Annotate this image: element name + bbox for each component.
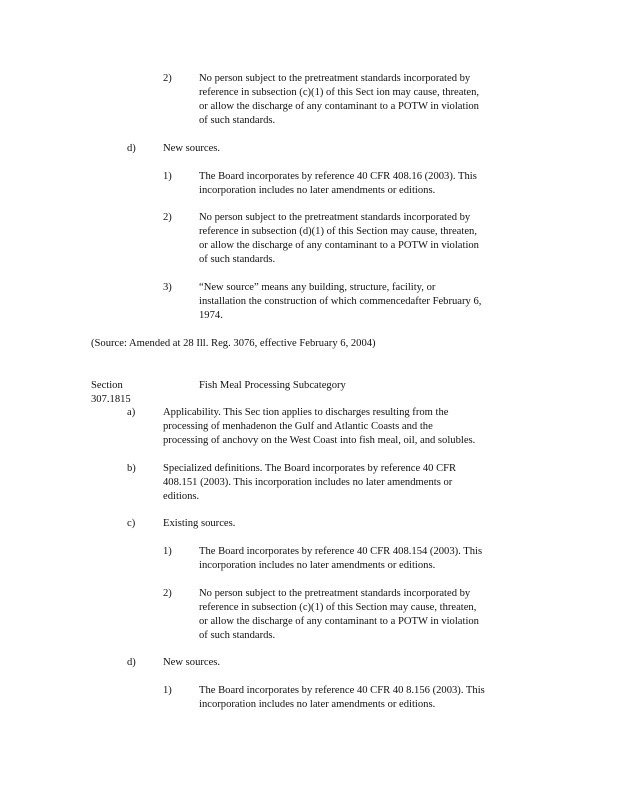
text-line: incorporation includes no later amendments or editions. xyxy=(199,699,436,710)
text-line: or allow the discharge of any contaminant to a POTW in violation xyxy=(199,240,479,251)
section-number: Section 307.1815 xyxy=(91,380,131,405)
item-number: c) xyxy=(127,518,136,529)
item-number: d) xyxy=(127,143,136,154)
text-line: 408.151 (2003). This incorporation includes no later amendments or xyxy=(163,477,453,488)
text-line: of such standards. xyxy=(199,630,276,641)
item-number: 2) xyxy=(163,73,172,84)
item-text xyxy=(163,406,515,448)
text-line: No person subject to the pretreatment standards incorporated by xyxy=(199,73,471,84)
text-line: The Board incorporates by reference 40 CFR 408.16 (2003). This xyxy=(199,171,477,182)
item-text xyxy=(163,462,496,504)
item-text xyxy=(199,211,512,267)
item-number: b) xyxy=(127,463,136,474)
text-line: New sources. xyxy=(163,657,221,668)
item-text xyxy=(91,337,421,351)
item-text xyxy=(199,170,519,198)
item-text xyxy=(163,142,503,156)
item-number: 1) xyxy=(163,171,172,182)
item-number: 2) xyxy=(163,588,172,599)
text-line: or allow the discharge of any contaminant to a POTW in violation xyxy=(199,101,479,112)
text-line: incorporation includes no later amendments or editions. xyxy=(199,185,436,196)
item-text xyxy=(199,684,521,712)
text-line: No person subject to the pretreatment standards incorporated by xyxy=(199,212,471,223)
item-text xyxy=(163,656,503,670)
text-line: Fish Meal Processing Subcategory xyxy=(199,380,346,391)
text-line: incorporation includes no later amendments or editions. xyxy=(199,560,436,571)
text-line: editions. xyxy=(163,491,200,502)
text-line: The Board incorporates by reference 40 CFR 408.154 (2003). This xyxy=(199,546,483,557)
text-line: Specialized definitions. The Board incorporates by reference 40 CFR xyxy=(163,463,457,474)
text-line: Applicability. This Sec tion applies to discharges resulting from the xyxy=(163,407,449,418)
text-line: No person subject to the pretreatment standards incorporated by xyxy=(199,588,471,599)
text-line: or allow the discharge of any contaminant to a POTW in violation xyxy=(199,616,479,627)
text-line: Existing sources. xyxy=(163,518,236,529)
item-text xyxy=(163,517,503,531)
item-number: 1) xyxy=(163,685,172,696)
section-title xyxy=(199,379,399,393)
text-line: reference in subsection (c)(1) of this Section may cause, threaten, xyxy=(199,602,477,613)
text-line: 1974. xyxy=(199,310,223,321)
text-line: (Source: Amended at 28 Ill. Reg. 3076, effective February 6, 2004) xyxy=(91,338,376,349)
item-number: 1) xyxy=(163,546,172,557)
item-text xyxy=(199,545,521,573)
text-line: “New source” means any building, structure, facility, or xyxy=(199,282,436,293)
item-text xyxy=(199,587,512,643)
item-number: 2) xyxy=(163,212,172,223)
item-number: d) xyxy=(127,657,136,668)
item-text xyxy=(199,72,512,128)
text-line: processing of anchovy on the West Coast into fish meal, oil, and solubles. xyxy=(163,435,476,446)
text-line: reference in subsection (d)(1) of this Section may cause, threaten, xyxy=(199,226,477,237)
text-line: processing of menhadenon the Gulf and Atlantic Coasts and the xyxy=(163,421,433,432)
item-number: 3) xyxy=(163,282,172,293)
text-line: reference in subsection (c)(1) of this Sect ion may cause, threaten, xyxy=(199,87,480,98)
text-line: of such standards. xyxy=(199,254,276,265)
text-line: New sources. xyxy=(163,143,221,154)
item-text xyxy=(199,281,519,323)
text-line: of such standards. xyxy=(199,115,276,126)
item-number: a) xyxy=(127,407,136,418)
text-line: The Board incorporates by reference 40 CFR 40 8.156 (2003). This xyxy=(199,685,485,696)
text-line: installation the construction of which commencedafter February 6, xyxy=(199,296,482,307)
